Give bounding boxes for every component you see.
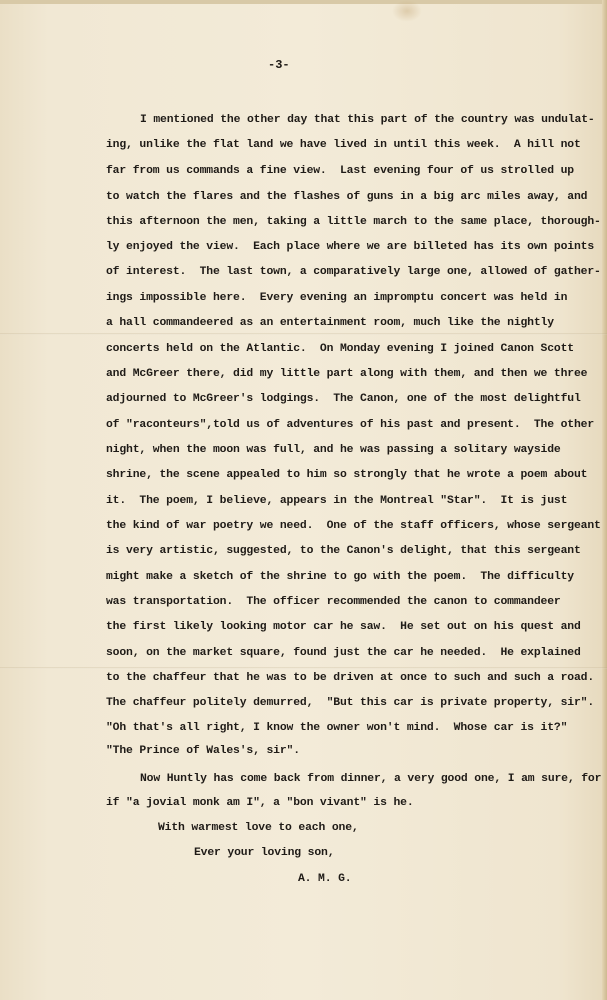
letter-line: of "raconteurs",told us of adventures of his past and present. The other	[106, 419, 595, 431]
paper-stain	[392, 0, 422, 22]
letter-line: and McGreer there, did my little part along with them, and then we three	[106, 368, 588, 380]
letter-line: concerts held on the Atlantic. On Monday evening I joined Canon Scott	[106, 343, 574, 355]
letter-line: was transportation. The officer recommended the canon to commandeer	[106, 596, 561, 608]
letter-line: The chaffeur politely demurred, "But this car is private property, sir".	[106, 697, 595, 709]
letter-line: might make a sketch of the shrine to go with the poem. The difficulty	[106, 571, 574, 583]
letter-line: if "a jovial monk am I", a "bon vivant" is he.	[106, 797, 414, 809]
paper-right-edge	[602, 0, 607, 1000]
letter-line: of interest. The last town, a comparatively large one, allowed of gather-	[106, 266, 601, 278]
letter-line: Now Huntly has come back from dinner, a very good one, I am sure, for	[140, 773, 602, 785]
letter-line: far from us commands a fine view. Last evening four of us strolled up	[106, 165, 574, 177]
letter-line: "The Prince of Wales's, sir".	[106, 745, 300, 757]
letter-line: night, when the moon was full, and he was passing a solitary wayside	[106, 444, 561, 456]
letter-line: shrine, the scene appealed to him so strongly that he wrote a poem about	[106, 469, 588, 481]
closing-signoff: Ever your loving son,	[194, 847, 335, 859]
letter-line: "Oh that's all right, I know the owner won't mind. Whose car is it?"	[106, 722, 568, 734]
letter-line: adjourned to McGreer's lodgings. The Canon, one of the most delightful	[106, 393, 581, 405]
letter-line: this afternoon the men, taking a little march to the same place, thorough-	[106, 216, 601, 228]
letter-line: the kind of war poetry we need. One of the staff officers, whose sergeant	[106, 520, 601, 532]
signature-initials: A. M. G.	[298, 873, 352, 885]
letter-line: the first likely looking motor car he saw. He set out on his quest and	[106, 621, 581, 633]
letter-line: ings impossible here. Every evening an impromptu concert was held in	[106, 292, 568, 304]
page-number: -3-	[268, 58, 290, 72]
closing-salutation: With warmest love to each one,	[158, 822, 359, 834]
paper-fold-upper	[0, 333, 607, 335]
letter-line: it. The poem, I believe, appears in the Montreal "Star". It is just	[106, 495, 568, 507]
paper-fold-lower	[0, 667, 607, 669]
letter-line: a hall commandeered as an entertainment room, much like the nightly	[106, 317, 554, 329]
paper-top-edge	[0, 0, 607, 4]
letter-line: I mentioned the other day that this part of the country was undulat-	[140, 114, 595, 126]
letter-line: ly enjoyed the view. Each place where we are billeted has its own points	[106, 241, 595, 253]
letter-line: to watch the flares and the flashes of guns in a big arc miles away, and	[106, 191, 588, 203]
letter-line: to the chaffeur that he was to be driven at once to such and such a road.	[106, 672, 595, 684]
letter-line: soon, on the market square, found just the car he needed. He explained	[106, 647, 581, 659]
letter-line: ing, unlike the flat land we have lived in until this week. A hill not	[106, 139, 581, 151]
letter-line: is very artistic, suggested, to the Canon's delight, that this sergeant	[106, 545, 581, 557]
